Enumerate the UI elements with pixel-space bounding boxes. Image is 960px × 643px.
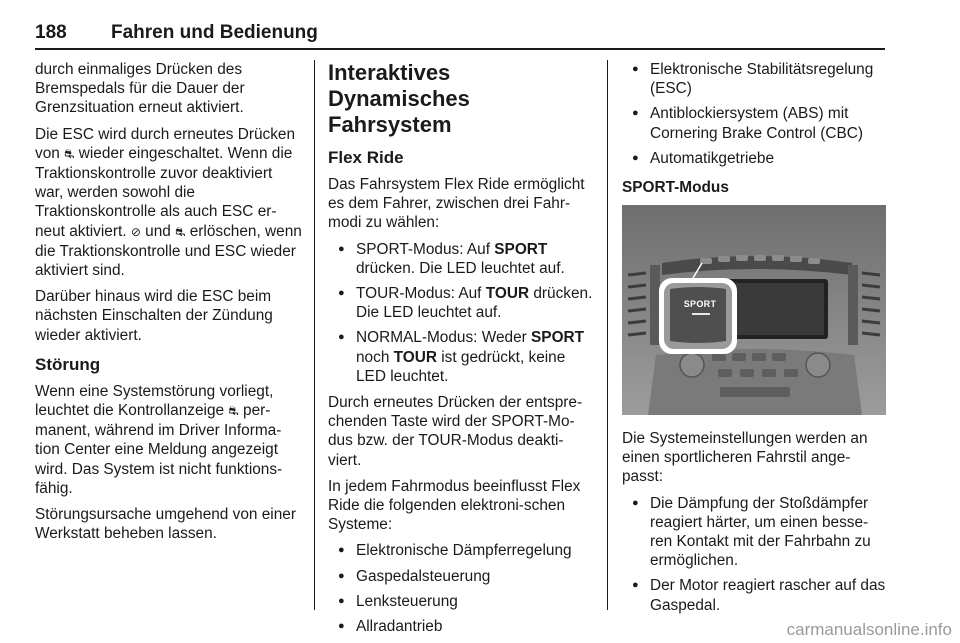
subsection-heading-sport: SPORT-Modus [622,179,729,197]
section-heading-stoerung: Störung [35,354,101,374]
text-run: wieder eingeschaltet. Wenn die Traktionskontrolle zuvor deaktiviert war, werden sowohl die Traktionskontrolle als auch ESC er-neut aktiviert. [35,144,293,240]
paragraph [35,125,303,281]
page-number: 188 [35,22,67,43]
paragraph: Störungsursache umgehend von einer Werkstatt beheben lassen. [35,506,296,543]
dashboard-illustration [622,205,886,415]
list-item: ● Allradantrieb [328,617,596,636]
effects-list [622,494,888,615]
systems-list-continued [622,60,888,168]
header-rule [35,48,885,50]
paragraph: Das Fahrsystem Flex Ride ermöglicht es dem Fahrer, zwischen drei Fahr-modi zu wählen: [328,176,585,232]
list-item: ● Lenksteuerung [328,592,596,611]
watermark: carmanualsonline.info [786,620,952,639]
section-title: Interaktives Dynamisches Fahrsystem [328,60,470,137]
mode-list [328,240,596,386]
column-divider-2 [607,60,608,610]
text-run: TOUR-Modus: Auf [356,285,486,303]
text-run: Wenn eine Systemstörung vorliegt, leuchtet die Kontrollanzeige [35,382,274,420]
text-run-bold: SPORT [494,240,548,258]
list-item: ● Gaspedalsteuerung [328,567,596,586]
subsection-heading-flex-ride: Flex Ride [328,148,404,167]
list-item [328,240,596,278]
traction-control-off-icon: ⊘ [130,224,141,239]
text-run: drücken. Die LED leuchtet auf. [356,259,565,277]
list-item [328,328,596,386]
esc-off-icon: ⛐ [64,146,75,161]
list-item: ● Elektronische Stabilitätsregelung (ESC) [622,60,888,98]
text-run: SPORT-Modus: Auf [356,240,495,258]
text-run: noch [356,348,394,366]
text-run: drücken. Die LED leuchtet auf. [356,285,593,322]
column-2 [328,60,596,643]
text-run-bold: TOUR [393,348,437,366]
list-item: ● Elektronische Dämpferregelung [328,541,596,560]
systems-list [328,541,596,636]
text-run-bold: SPORT [531,329,585,347]
running-title: Fahren und Bedienung [111,22,318,43]
list-item: ● Die Dämpfung der Stoßdämpfer reagiert härter, um einen besse-ren Kontakt mit der Fahrbahn zu ermöglichen. [622,494,888,571]
column-3 [622,60,888,622]
page-header [35,18,885,48]
paragraph: Die Systemeinstellungen werden an einen sportlicheren Fahrstil ange-passt: [622,430,868,486]
paragraph: Durch erneutes Drücken der entspre-chenden Taste wird der SPORT-Mo-dus bzw. der TOUR-Modus deakti-viert. [328,394,583,469]
sport-button-figure [622,205,886,415]
paragraph [35,382,303,498]
led-indicator [692,313,710,315]
list-item [328,284,596,322]
text-run: erlöschen, wenn die Traktionskontrolle und ESC wieder aktiviert sind. [35,222,302,280]
text-run-bold: TOUR [485,285,530,303]
esc-warning-icon: ⛐ [175,224,186,239]
sport-button-label: SPORT [683,299,717,310]
text-run: ist gedrückt, keine LED leuchtet. [356,348,566,385]
list-item: ● Der Motor reagiert rascher auf das Gaspedal. [622,576,888,614]
text-run: NORMAL-Modus: Weder [356,329,532,347]
text-run: und [140,222,176,240]
list-item: ● Antiblockiersystem (ABS) mit Cornering Brake Control (CBC) [622,104,888,142]
esc-warning-icon: ⛐ [228,404,239,419]
list-item: ● Automatikgetriebe [622,149,888,168]
paragraph: durch einmaliges Drücken des Bremspedals für die Dauer der Grenzsituation erneut aktiviert. [35,61,245,117]
paragraph: Darüber hinaus wird die ESC beim nächsten Einschalten der Zündung wieder aktiviert. [35,288,273,344]
column-divider-1 [314,60,315,610]
text-run: Die ESC wird durch erneutes Drücken von [35,125,296,162]
text-run: per-manent, während im Driver Informa-tion Center eine Meldung angezeigt wird. Das System ist nicht funktions-fähig. [35,402,283,497]
paragraph: In jedem Fahrmodus beeinflusst Flex Ride die folgenden elektroni-schen Systeme: [328,477,581,534]
column-1 [35,60,303,550]
